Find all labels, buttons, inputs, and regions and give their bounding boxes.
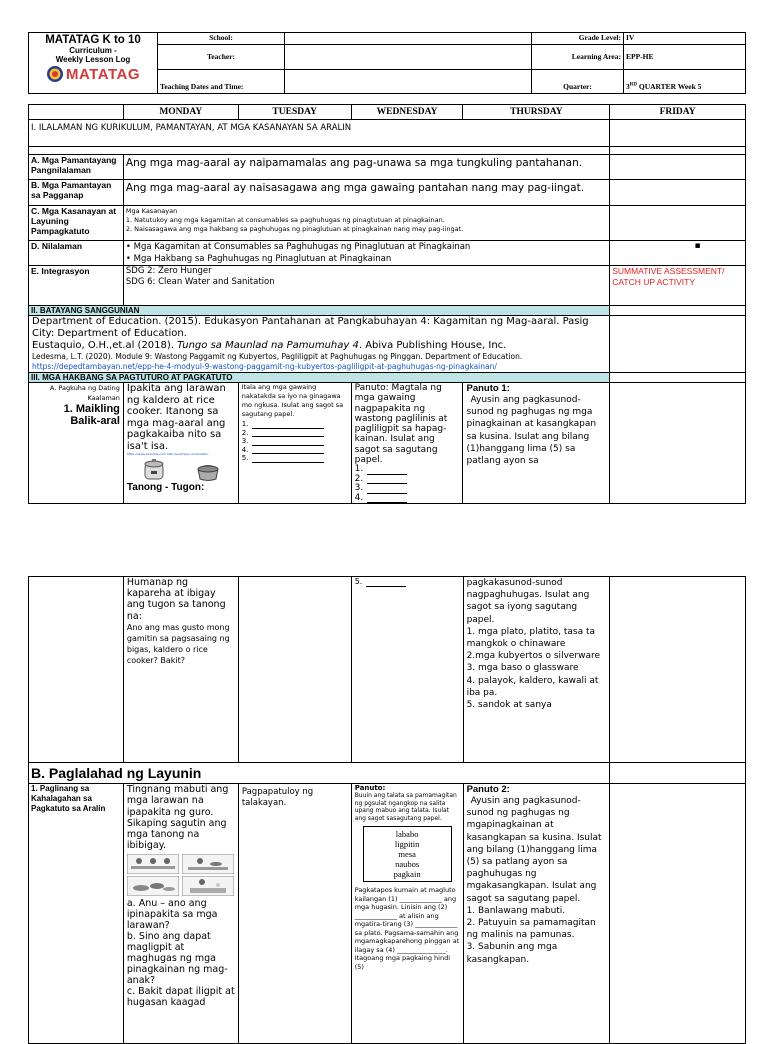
corner-cell: [29, 105, 124, 120]
section-1-friday: [610, 120, 746, 147]
competencies-cell: [123, 206, 609, 241]
quarter-text: QUARTER Week 5: [636, 82, 702, 91]
logo-subtitle-2: Weekly Lesson Log: [55, 55, 131, 64]
dishwashing-images: [127, 854, 235, 896]
section-3-friday: [610, 373, 746, 383]
logo-brand: MATATAG: [65, 65, 141, 83]
dirty-dishes-illustration-icon: [127, 876, 179, 896]
cookware-images: [127, 456, 235, 482]
area-label: Learning Area:: [532, 45, 624, 69]
row-label-integration: E. Integrasyon: [29, 266, 124, 306]
thursday-list-item-3: 3. mga baso o glassware: [466, 663, 579, 674]
answer-blank: [367, 494, 407, 504]
day-header-thursday: THURSDAY: [463, 105, 610, 120]
list-item-number: 3.: [241, 437, 249, 445]
answer-blank: [252, 429, 324, 438]
section-3-title: III. MGA HAKBANG SA PAGTUTURO AT PAGKATUTO: [29, 373, 610, 383]
purpose-thursday-step-2: 2. Patuyuin sa pamamagitan ng malinis na pamunas.: [466, 918, 596, 941]
content-item-1: • Mga Kagamitan at Consumables sa Paghuhugas ng Pinaglutuan at Pinagkainan: [125, 242, 471, 252]
list-item: [242, 437, 348, 446]
header-table: [28, 32, 746, 94]
recall-label-1: A. Pagkuha ng Dating Kaalaman: [49, 384, 120, 402]
list-item-number: 4.: [241, 445, 249, 454]
purpose-thursday-text: Ayusin ang pagkasunod-sunod ng paghugas ng mgapinagkainan at kasangkapan sa kusina. Isulat ang bilang (1)hanggang lima (5) sa patlang ayon sa paghuhugas ng mgakasangkapan. Isulat ang sagot sa sagutang papel.: [466, 796, 602, 904]
continued-monday-question: Ano ang mas gusto mong gamitin sa pagsasaing ng bigas, kaldero o rice cooker? Bakit?: [126, 622, 230, 665]
reference-2-authors: Eustaquio, O.H.,et.al (2018).: [32, 340, 178, 351]
spacer-row: [29, 147, 610, 155]
recall-tuesday-text: Itala ang mga gawaing nakatakda sa iyo na ginagawa mo ngkusa. Isulat ang sagot sa sagutang papel.: [241, 383, 344, 418]
word-bank-item: ligpitin: [394, 839, 420, 849]
continued-thursday-text: pagkakasunod-sunod nagpaghuhugas. Isulat ang sagot sa iyong sagutang papel.: [466, 578, 590, 625]
purpose-thursday-step-1: 1. Banlawang mabuti.: [466, 905, 566, 916]
answer-blank: [252, 446, 324, 455]
section-2-title: II. BATAYANG SANGGUNIAN: [29, 306, 610, 316]
dates-value: [285, 69, 532, 93]
purpose-thursday: [463, 784, 610, 1044]
logo-subtitle-1: Curriculum -: [69, 46, 117, 55]
list-item: [355, 494, 460, 504]
grade-value: IV: [624, 33, 746, 45]
competencies-friday: [610, 206, 746, 241]
spacer-friday: [610, 147, 746, 155]
list-item: [242, 446, 348, 455]
competency-1: 1. Natutukoy ang mga kagamitan at consumables sa paghuhugas ng pinagtutuan at pinagkainan.: [125, 216, 445, 224]
list-item-number: 2.: [241, 428, 249, 437]
logo-brand-row: [29, 65, 157, 83]
answer-blank: [252, 420, 324, 429]
recall-label-cell: [29, 383, 124, 504]
purpose-wednesday-paragraph: Pagkatapos kumain at magluto kailangan (1) _____________ ang mga hugasin. Linisin ang (2) _____________ at alisin ang mgatira-tirang (3) _____________ sa plato. Pagsama-samahin ang mgamagkaparehong pinggan at ilagay sa (4) _______________. Itagoang mga pagkaing hindi (5): [354, 886, 460, 971]
reference-2-title: Tungo sa Maunlad na Pamumuhay 4: [177, 340, 359, 351]
word-bank-item: mesa: [398, 849, 416, 859]
list-item: [242, 454, 348, 463]
section-b-friday: [610, 763, 746, 784]
day-header-monday: MONDAY: [123, 105, 238, 120]
list-item-number: 4.: [354, 492, 364, 503]
recall-monday-tanong: Tanong - Tugon:: [126, 482, 205, 493]
list-item: [355, 484, 460, 494]
thursday-list-item-2: 2.mga kubyertos o silverware: [466, 651, 601, 662]
purpose-wednesday-heading: Panuto:: [354, 784, 386, 792]
content-item-2: • Mga Hakbang sa Paghuhugas ng Pinaglutuan at Pinagkainan: [125, 254, 392, 264]
teacher-value: [285, 45, 532, 69]
logo-cell: [29, 33, 158, 94]
recall-wednesday-list: [355, 465, 460, 503]
school-label: School:: [158, 33, 285, 45]
references-friday: [610, 316, 746, 373]
answer-blank: [367, 475, 407, 485]
row-label-content: D. Nilalaman: [29, 241, 124, 266]
rice-cooker-icon: [141, 456, 167, 482]
recall-thursday-text: Ayusin ang pagkasunod-sunod ng paghugas ng mga pinagkainan at kasangkapan sa kusina. Isulat ang bilang (1)hanggang lima (5) sa patlang ayon sa: [466, 395, 597, 467]
quarter-value: [624, 69, 746, 93]
row-label-competencies: C. Mga Kasanayan at Layuning Pampagkatuto: [29, 206, 124, 241]
washing-dishes-illustration-icon: [182, 876, 234, 896]
continued-tuesday: [238, 577, 351, 763]
recall-thursday-heading: Panuto 1:: [466, 383, 510, 394]
word-bank-item: lababo: [395, 829, 419, 839]
purpose-thursday-heading: Panuto 2:: [466, 784, 510, 795]
purpose-monday-text: Tingnang mabuti ang mga larawan na ipapakita ng guro. Sikaping sagutin ang mga tanong na ibibigay.: [126, 784, 229, 852]
references-cell: [29, 316, 610, 373]
reference-4-link[interactable]: https://depedtambayan.net/epp-he-4-modyul-9-wastong-paggamit-ng-kubyertos-pagliligpit-at-paghuhugas-ng-pinagkainan/: [32, 361, 497, 371]
quarter-number: 3: [626, 82, 630, 91]
section-2-friday: [610, 306, 746, 316]
content-cell: [123, 241, 609, 266]
content-friday: [610, 241, 746, 266]
list-item-number: 3.: [354, 483, 364, 494]
continued-thursday: [463, 577, 610, 763]
reference-1: Department of Education. (2015). Edukasyon Pantahanan at Pangkabuhayan 4: Kagamitan ng Mag-aaral. Pasig City: Department of Education.: [32, 316, 589, 339]
day-header-wednesday: WEDNESDAY: [351, 105, 463, 120]
logo-title: MATATAG K to 10: [45, 34, 141, 46]
answer-blank: [252, 437, 324, 446]
continued-monday-text: Humanap ng kapareha at ibigay ang tugon sa tanong na:: [126, 577, 226, 622]
list-item-number: 1.: [354, 464, 364, 475]
purpose-monday-question-a: a. Anu – ano ang ipinapakita sa mga larawan?: [126, 897, 218, 931]
recall-wednesday-text: Panuto: Magtala ng mga gawaing nagpapakita ng wastong paglilinis at pagliligpit sa hapag-kainan. Isulat ang sagot sa sagutang papel.: [354, 383, 448, 466]
list-item-number: 5.: [241, 454, 249, 462]
list-item: [355, 475, 460, 485]
dates-label: Teaching Dates and Time:: [158, 69, 285, 93]
grade-label: Grade Level:: [532, 33, 624, 45]
word-bank-item: naubos: [395, 859, 420, 869]
purpose-wednesday-instructions: Buuin ang talata sa pamamagitan ng pgsulat ngangkop na salita upang mabuo ang talata. Isulat ang sagot sasagutang papel.: [354, 792, 457, 822]
purpose-monday-question-b: b. Sino ang dapat magligpit at maghugas ng mga pinagkainan ng mag-anak?: [126, 930, 228, 986]
clearing-table-illustration-icon: [182, 854, 234, 874]
recall-tuesday-list: [242, 420, 348, 463]
recall-thursday: [463, 383, 610, 504]
list-item: [242, 429, 348, 438]
row-label-performance-standards: B. Mga Pamantayan sa Pagganap: [29, 180, 124, 206]
integration-cell: [123, 266, 609, 306]
day-header-friday: FRIDAY: [610, 105, 746, 120]
purpose-monday-question-c: c. Bakit dapat iligpit at hugasan kaagad: [126, 985, 235, 1008]
thursday-list-item-5: 5. sandok at sanya: [466, 700, 552, 711]
recall-label-2: 1. Maikling Balik-aral: [63, 403, 120, 427]
area-value: EPP-HE: [624, 45, 746, 69]
recall-monday: [123, 383, 238, 504]
performance-standards-text: Ang mga mag-aaral ay naisasagawa ang mga gawaing pantahan nang may pag-iingat.: [123, 180, 609, 206]
reference-2-publisher: . Abiva Publishing House, Inc.: [358, 340, 507, 351]
list-item-number: 2.: [354, 473, 364, 484]
list-item: [355, 577, 460, 587]
thursday-list-item-1: 1. mga plato, platito, tasa ta mangkok o chinaware: [466, 626, 596, 650]
purpose-wednesday: [351, 784, 463, 1044]
competency-2: 2. Naisasagawa ang mga hakbang sa paghuhugas ng pinaglutuan at pinagkainan nang may pag-iingat.: [125, 225, 464, 233]
word-bank-item: pagkain: [393, 869, 421, 879]
answer-blank: [367, 465, 407, 475]
lesson-log-table-page1: [28, 104, 746, 504]
list-item-number: 5.: [354, 577, 363, 586]
reference-3: Ledesma, L.T. (2020). Module 9: Wastong Paggamit ng Kubyertos, Pagliligpit at Paghuhugas ng Pinggan. Department of Education.: [32, 352, 523, 361]
day-header-tuesday: TUESDAY: [238, 105, 351, 120]
school-value: [285, 33, 532, 45]
integration-sdg2: SDG 2: Zero Hunger: [125, 266, 212, 276]
quarter-label: Quarter:: [532, 69, 624, 93]
reference-2: [32, 340, 606, 352]
continued-friday: [610, 577, 746, 763]
recall-monday-text: Ipakita ang larawan ng kaldero at rice cooker. Itanong sa mga mag-aaral ang pagkakaiba nito sa isa't isa.: [126, 383, 226, 452]
performance-standards-friday: [610, 180, 746, 206]
teacher-label: Teacher:: [158, 45, 285, 69]
section-b-title: B. Paglalahad ng Layunin: [29, 763, 610, 784]
word-bank: [363, 826, 452, 882]
row-label-content-standards: A. Mga Pamantayang Pangnilalaman: [29, 155, 124, 180]
answer-blank: [252, 454, 324, 463]
content-standards-friday: [610, 155, 746, 180]
purpose-thursday-step-3: 3. Sabunin ang mga kasangkapan.: [466, 942, 558, 965]
recall-friday: [610, 383, 746, 504]
integration-sdg6: SDG 6: Clean Water and Sanitation: [125, 277, 275, 287]
continued-wednesday: [351, 577, 463, 763]
continued-monday: [123, 577, 238, 763]
quarter-suffix: RD: [629, 82, 637, 88]
competencies-heading: Mga Kasanayan: [125, 207, 178, 215]
family-eating-illustration-icon: [127, 854, 179, 874]
purpose-friday: [610, 784, 746, 1044]
summative-assessment-note: SUMMATIVE ASSESSMENT/ CATCH UP ACTIVITY: [610, 266, 746, 306]
answer-blank: [367, 484, 407, 494]
list-item: [242, 420, 348, 429]
purpose-tuesday: Pagpapatuloy ng talakayan.: [238, 784, 351, 1044]
thursday-list-item-4: 4. palayok, kaldero, kawali at iba pa.: [466, 675, 599, 698]
recall-tuesday: [238, 383, 351, 504]
cooking-pot-icon: [195, 460, 221, 482]
answer-blank: [366, 577, 406, 587]
recall-monday-caption: https://www.example.com http://example.com/kaldero: [126, 452, 209, 456]
list-item: [355, 465, 460, 475]
continued-label: [29, 577, 124, 763]
row-label-lesson-purpose: 1. Paglinang sa Kahalagahan sa Pagkatuto sa Aralin: [29, 784, 124, 1044]
content-standards-text: Ang mga mag-aaral ay naipamamalas ang pag-unawa sa mga tungkuling pantahanan.: [123, 155, 609, 180]
matatag-seal-icon: [46, 65, 64, 83]
list-item-number: 1.: [241, 420, 249, 428]
lesson-log-table-page2: [28, 576, 746, 1044]
section-1-title: I. ILALAMAN NG KURIKULUM, PAMANTAYAN, AT MGA KASANAYAN SA ARALIN: [29, 120, 610, 147]
content-friday-bullet: ▪: [694, 241, 701, 251]
recall-wednesday: [351, 383, 463, 504]
purpose-monday: [123, 784, 238, 1044]
